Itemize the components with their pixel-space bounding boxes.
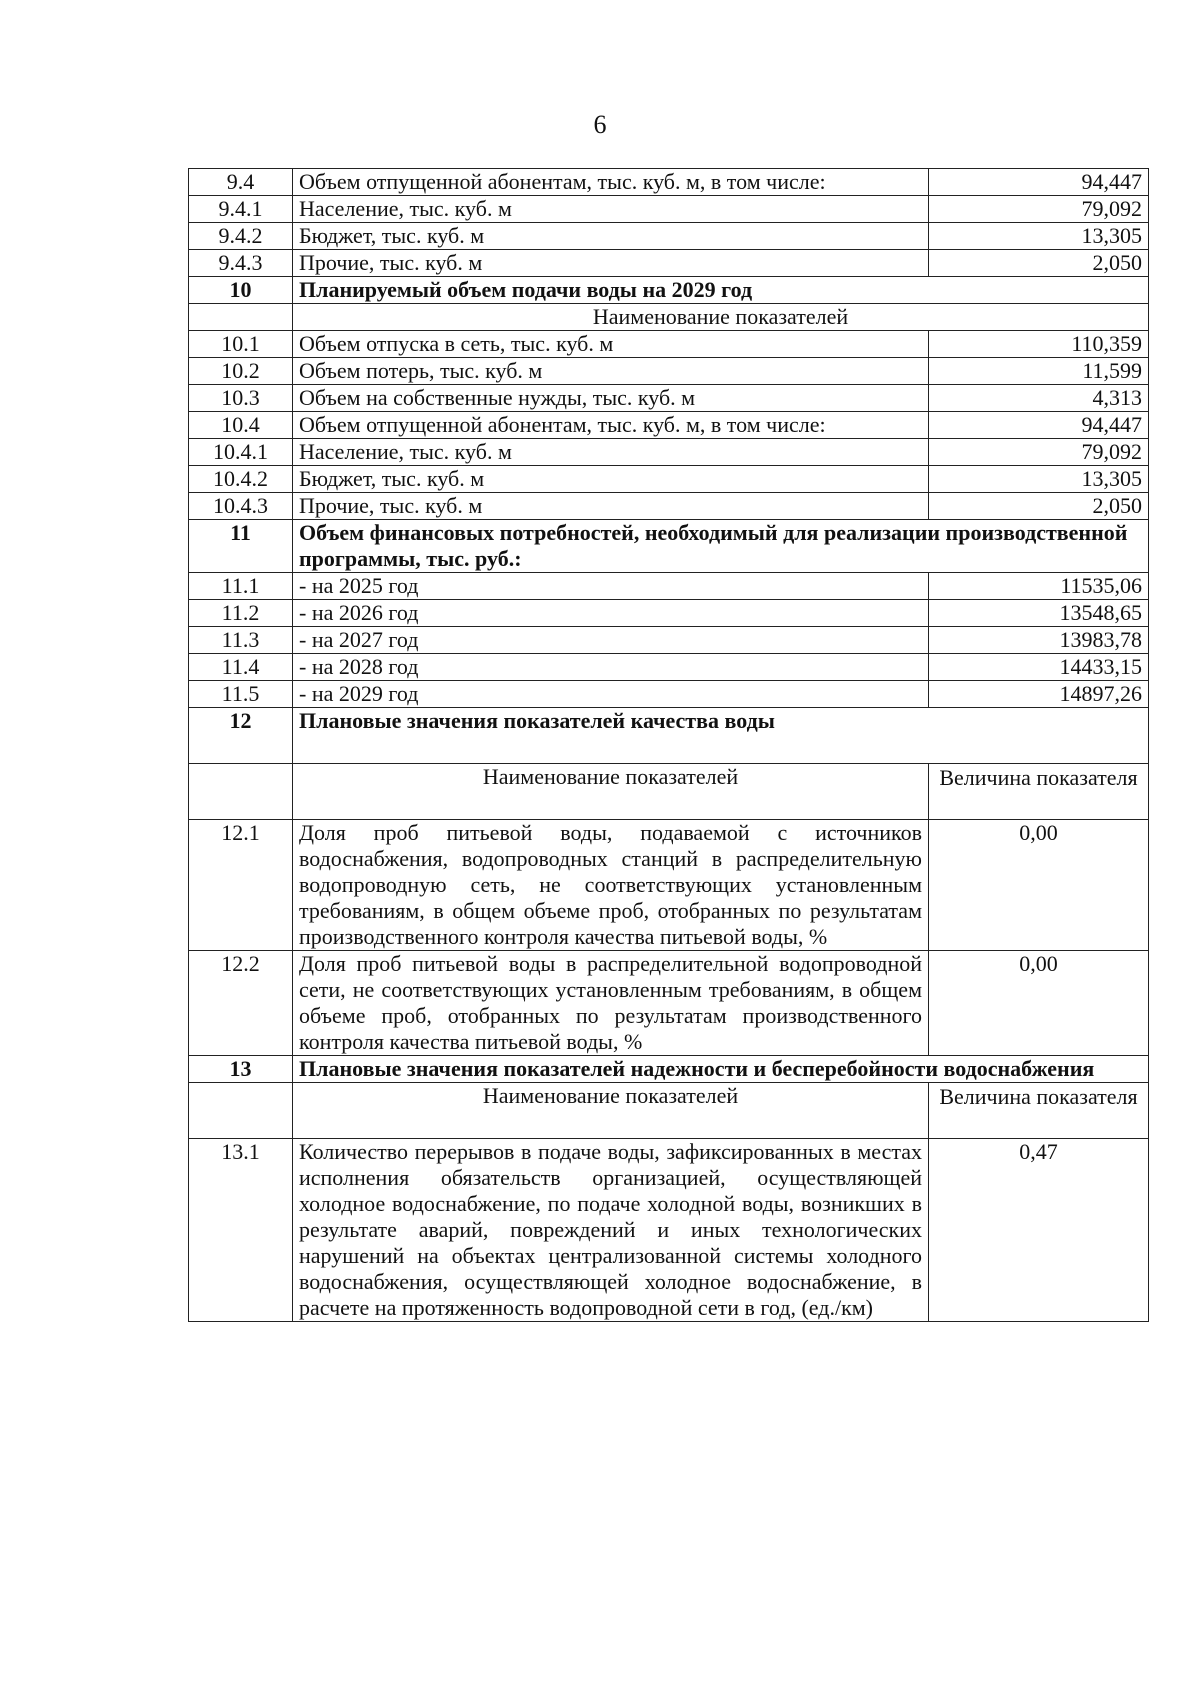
row-value: 13,305 — [929, 466, 1149, 493]
table-row — [189, 439, 1149, 466]
row-number: 13.1 — [189, 1139, 293, 1322]
row-value: 0,00 — [929, 951, 1149, 1056]
table-row — [189, 466, 1149, 493]
row-name: - на 2027 год — [293, 627, 929, 654]
row-name: - на 2029 год — [293, 681, 929, 708]
header-name: Наименование показателей — [293, 764, 929, 820]
row-value: 94,447 — [929, 412, 1149, 439]
row-value: 0,00 — [929, 820, 1149, 951]
section-row — [189, 1056, 1149, 1083]
section-number: 13 — [189, 1056, 293, 1083]
section-row — [189, 708, 1149, 764]
row-number: 10.4.2 — [189, 466, 293, 493]
section-number: 10 — [189, 277, 293, 304]
row-name: Количество перерывов в подаче воды, зафиксированных в местах исполнения обязательств организацией, осуществляющей холодное водоснабжение, по подаче холодной воды, возникших в результате аварий, повреждений и иных технологических нарушений на объектах централизованной системы холодного водоснабжения, осуществляющей холодное водоснабжение, в расчете на протяженность водопроводной сети в год, (ед./км) — [293, 1139, 929, 1322]
section-title: Планируемый объем подачи воды на 2029 год — [293, 277, 1149, 304]
row-name: - на 2025 год — [293, 573, 929, 600]
row-number: 11.3 — [189, 627, 293, 654]
table-row — [189, 196, 1149, 223]
table-row — [189, 223, 1149, 250]
row-name: Бюджет, тыс. куб. м — [293, 466, 929, 493]
table-row — [189, 627, 1149, 654]
row-name: - на 2028 год — [293, 654, 929, 681]
row-number: 12.1 — [189, 820, 293, 951]
row-value: 13983,78 — [929, 627, 1149, 654]
header-empty-cell — [189, 764, 293, 820]
table-row — [189, 600, 1149, 627]
section-title: Плановые значения показателей качества воды — [293, 708, 1149, 764]
row-name: Доля проб питьевой воды в распределительной водопроводной сети, не соответствующих установленным требованиям, в общем объеме проб, отобранных по результатам производственного контроля качества питьевой воды, % — [293, 951, 929, 1056]
header-value: Величина показателя — [929, 1083, 1149, 1139]
row-value: 11,599 — [929, 358, 1149, 385]
row-value: 0,47 — [929, 1139, 1149, 1322]
row-number: 9.4.2 — [189, 223, 293, 250]
row-number: 9.4 — [189, 169, 293, 196]
page-number: 6 — [593, 110, 607, 139]
row-name: Объем отпущенной абонентам, тыс. куб. м, в том числе: — [293, 169, 929, 196]
header-row — [189, 304, 1149, 331]
row-number: 12.2 — [189, 951, 293, 1056]
header-empty-cell — [189, 1083, 293, 1139]
row-value: 14897,26 — [929, 681, 1149, 708]
table-row — [189, 820, 1149, 951]
table-row — [189, 573, 1149, 600]
row-number: 11.2 — [189, 600, 293, 627]
row-value: 2,050 — [929, 493, 1149, 520]
row-value: 13548,65 — [929, 600, 1149, 627]
row-name: Население, тыс. куб. м — [293, 196, 929, 223]
row-value: 2,050 — [929, 250, 1149, 277]
row-number: 11.1 — [189, 573, 293, 600]
row-name: Объем отпуска в сеть, тыс. куб. м — [293, 331, 929, 358]
row-number: 10.4.1 — [189, 439, 293, 466]
table-row — [189, 169, 1149, 196]
header-value: Величина показателя — [929, 764, 1149, 820]
table-row — [189, 358, 1149, 385]
header-name: Наименование показателей — [293, 304, 1149, 331]
section-row — [189, 277, 1149, 304]
row-number: 10.4.3 — [189, 493, 293, 520]
section-row — [189, 520, 1149, 573]
row-number: 9.4.1 — [189, 196, 293, 223]
row-name: Доля проб питьевой воды, подаваемой с источников водоснабжения, водопроводных станций в распределительную водопроводную сеть, не соответствующих установленным требованиям, в общем объеме проб, отобранных по результатам производственного контроля качества питьевой воды, % — [293, 820, 929, 951]
row-number: 11.5 — [189, 681, 293, 708]
row-number: 10.1 — [189, 331, 293, 358]
row-number: 9.4.3 — [189, 250, 293, 277]
row-value: 11535,06 — [929, 573, 1149, 600]
row-name: Бюджет, тыс. куб. м — [293, 223, 929, 250]
row-number: 11.4 — [189, 654, 293, 681]
header-name: Наименование показателей — [293, 1083, 929, 1139]
row-number: 10.2 — [189, 358, 293, 385]
header-empty-cell — [189, 304, 293, 331]
section-title: Плановые значения показателей надежности и бесперебойности водоснабжения — [293, 1056, 1149, 1083]
row-name: Объем потерь, тыс. куб. м — [293, 358, 929, 385]
row-name: - на 2026 год — [293, 600, 929, 627]
table-row — [189, 250, 1149, 277]
row-number: 10.3 — [189, 385, 293, 412]
header-row — [189, 764, 1149, 820]
row-name: Прочие, тыс. куб. м — [293, 250, 929, 277]
header-row — [189, 1083, 1149, 1139]
row-value: 94,447 — [929, 169, 1149, 196]
row-value: 14433,15 — [929, 654, 1149, 681]
row-name: Объем отпущенной абонентам, тыс. куб. м, в том числе: — [293, 412, 929, 439]
table-row — [189, 654, 1149, 681]
row-name: Прочие, тыс. куб. м — [293, 493, 929, 520]
section-number: 12 — [189, 708, 293, 764]
row-value: 110,359 — [929, 331, 1149, 358]
table-row — [189, 385, 1149, 412]
table-row — [189, 331, 1149, 358]
table-row — [189, 951, 1149, 1056]
table-row — [189, 412, 1149, 439]
row-value: 79,092 — [929, 439, 1149, 466]
indicators-table — [188, 168, 1149, 1322]
section-title: Объем финансовых потребностей, необходимый для реализации производственной программы, тыс. руб.: — [293, 520, 1149, 573]
section-number: 11 — [189, 520, 293, 573]
row-value: 79,092 — [929, 196, 1149, 223]
row-name: Население, тыс. куб. м — [293, 439, 929, 466]
row-number: 10.4 — [189, 412, 293, 439]
row-value: 13,305 — [929, 223, 1149, 250]
table-row — [189, 493, 1149, 520]
row-value: 4,313 — [929, 385, 1149, 412]
table-row — [189, 1139, 1149, 1322]
row-name: Объем на собственные нужды, тыс. куб. м — [293, 385, 929, 412]
table-row — [189, 681, 1149, 708]
